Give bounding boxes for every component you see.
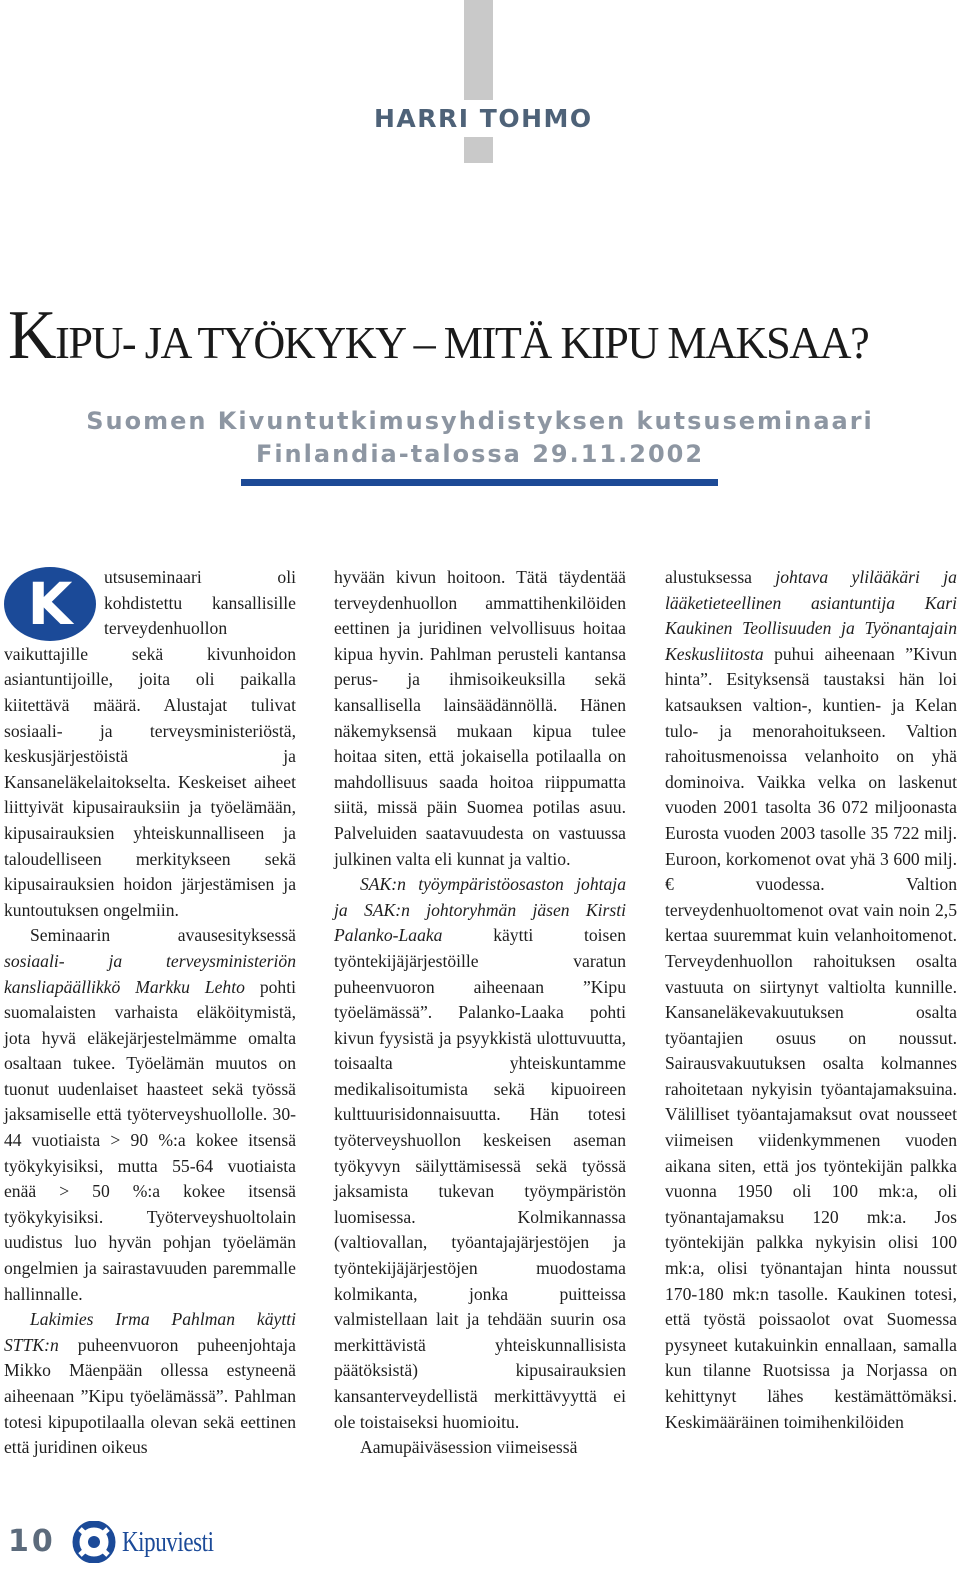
speaker-name: johtava ylilääkäri ja lääketieteellinen asiantuntija Kari Kaukinen Teollisuuden ja Työnantajain Keskusliitosta	[665, 567, 957, 664]
paragraph	[334, 565, 626, 872]
paragraph	[665, 565, 957, 1435]
article-title	[8, 296, 920, 376]
paragraph	[334, 1435, 626, 1461]
article-column-3	[665, 565, 957, 1435]
publication-name: Kipuviesti	[122, 1527, 214, 1558]
speaker-name: SAK:n työympäristöosaston johtaja ja SAK:n johtoryhmän jäsen Kirsti Palanko-Laaka	[334, 874, 626, 946]
paragraph-text: alustuksessa	[665, 567, 776, 587]
subtitle-underline	[241, 479, 718, 486]
page-number: 10	[8, 1524, 56, 1559]
paragraph-text: käytti toisen työntekijäjärjestöille varatun puheenvuoron aiheenaan ”Kipu työelämässä”. Palanko-Laaka pohti kivun fyysistä ja psyykkistä ulottuvuutta, toisaalta yhteiskuntamme medikalisoitumista sekä kipuoireen kulttuurisidonnaisuutta. Hän totesi työterveyshuollon keskeisen aseman työkyvyn säilyttämisessä sekä työssä jaksamista tukevan työympäristön luomisessa. Kolmikannassa (valtiovallan, työantajajärjestöjen ja työntekijäjärjestöjen muodostama kolmikanta, jonka puitteissa valmistellaan lait ja tehdään suurin osa merkittävistä yhteiskunnallisista päätöksistä) kipusairauksien kansanterveydellistä merkittävyyttä ei ole toistaiseksi huomioitu.	[334, 925, 626, 1432]
paragraph-text: puheenvuoron puheenjohtaja Mikko Mäenpään ollessa estyneenä aiheenaan ”Kipu työelämässä”. Pahlman totesi kipupotilaalla olevan sekä eettinen että juridinen oikeus	[4, 1334, 296, 1458]
speaker-name: Lakimies Irma Pahlman käytti STTK:n	[4, 1309, 296, 1355]
paragraph	[4, 565, 296, 923]
decorative-vertical-bar	[464, 0, 493, 163]
paragraph-text: pohti suomalaisten varhaista eläköitymistä, jota hyvä eläkejärjestelmämme omalta osaltaan tukee. Työelämän muutos on tuonut uudenlaiset haasteet sekä työssä jaksamiselle että työterveyshuollolle. 30-44 vuotiaista > 90 %:a kokee itsensä työkykyisiksi, mutta 55-64 vuotiaista enää > 50 %:a kokee itsensä työkykyisiksi. Työterveyshuoltolain uudistus luo hyvän pohjan työelämän ongelmien ja sairastavuuden paremmalle hallinnalle.	[4, 976, 296, 1304]
paragraph-text: puhui aiheenaan ”Kivun hinta”. Esityksensä taustaksi hän loi katsauksen valtion-, kuntien- ja Kelan tulo- ja menorahoitukseen. Valtion rahoitusmenoissa velanhoito on yhä dominoiva. Vaikka velka on laskenut vuoden 2001 tasolta 36 072 miljoonasta Eurosta vuoden 2003 tasolle 35 722 milj. Euroon, korkomenot ovat yhä 3 600 milj. € vuodessa. Valtion terveydenhuoltomenot ovat vain noin 2,5 kertaa suuremmat kuin velanhoitomenot. Terveydenhuollon rahoituksen osalta vastuuta on siirtynyt valtiolta kunnille. Kansaneläkevakuutuksen osalta työantajien osuus on noussut. Sairausvakuutuksen osalta kolmannes rahoitetaan nykyisin työantajamaksuina. Välilliset työantajamaksut ovat nousseet viimeisen viidenkymmenen vuoden aikana siten, että jos työntekijän palkka vuonna 1950 oli 100 mk:a, oli työnantajamaksu 120 mk:a. Jos työntekijän palkka nykyisin olisi 100 mk:a, olisi työnantajan hinta noussut 170-180 mk:n tasolle. Kaukinen totesi, että työstä poissaolot ovat Suomessa pysyneet kutakuinkin ennallaan, samalla kun tilanne Ruotsissa ja Norjassa on kehittynyt lähes kestämättömäksi. Keskimääräinen toimihenkilöiden	[665, 643, 957, 1432]
paragraph-text: hyvään kivun hoitoon. Tätä täydentää terveydenhuollon ammattihenkilöiden eettinen ja juridinen velvollisuus hoitaa kipua hyvin. Pahlman perusteli kantansa perus- ja ihmisoikeuksilla sekä kansallisella lainsäädännöllä. Hänen näkemyksensä mukaan kipua tulee hoitaa siten, että jokaisella potilaalla on mahdollisuus saada hoitoa riippumatta siitä, missä päin Suomea potilas asuu. Palveluiden saatavuudesta on vastuussa julkinen valta eli kunnat ja valtio.	[334, 567, 626, 869]
article-column-2	[334, 565, 626, 1461]
paragraph	[334, 872, 626, 1435]
subtitle-line-1: Suomen Kivuntutkimusyhdistyksen kutsuseminaari	[86, 407, 874, 435]
paragraph-text: Seminaarin avausesityksessä	[30, 925, 296, 946]
drop-cap: K	[4, 567, 96, 641]
title-rest: IPU- JA TYÖKYKY – MITÄ KIPU MAKSAA?	[55, 317, 869, 368]
author-name: HARRI TOHMO	[374, 100, 599, 137]
paragraph-text: utsuseminaari oli kohdistettu kansallisille terveydenhuollon vaikuttajille sekä kivunhoidon asiantuntijoille, joita oli paikalla kiitettävä määrä. Alustajat tulivat sosiaali- ja terveysministeriöstä, keskusjärjestöistä ja Kansaneläkelaitokselta. Keskeiset aiheet liittyivät kipusairauksiin ja työelämään, kipusairauksien yhteiskunnalliseen ja taloudelliseen merkitykseen sekä kipusairauksien hoidon järjestämisen ja kuntoutuksen ongelmiin.	[4, 567, 296, 920]
speaker-name: sosiaali- ja terveysministeriön kansliapäällikkö Markku Lehto	[4, 950, 296, 997]
kipuviesti-logo-icon	[70, 1521, 118, 1563]
title-initial: K	[8, 297, 56, 374]
article-column-1	[4, 565, 296, 1461]
paragraph-text: Aamupäiväsession viimeisessä	[360, 1437, 578, 1458]
subtitle-line-2: Finlandia-talossa 29.11.2002	[255, 440, 705, 468]
paragraph	[4, 923, 296, 1307]
paragraph	[4, 1307, 296, 1461]
